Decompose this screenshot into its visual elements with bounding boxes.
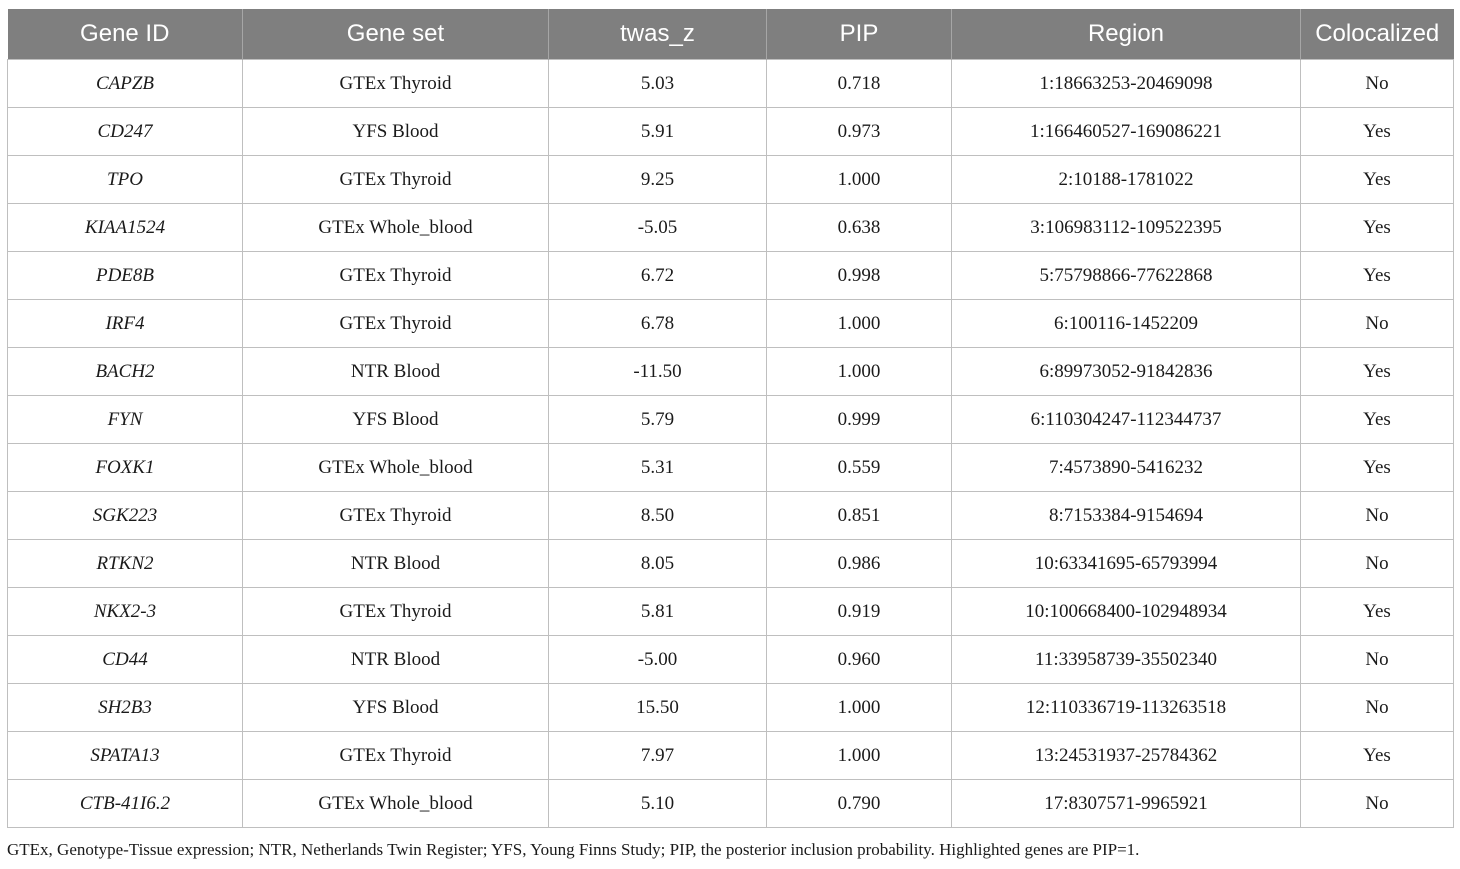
region-cell: 8:7153384-9154694 [952, 492, 1301, 540]
gene-table [7, 9, 1454, 828]
region-cell: 12:110336719-113263518 [952, 684, 1301, 732]
pip-cell: 1.000 [767, 156, 952, 204]
gene-id-cell: RTKN2 [8, 540, 243, 588]
gene-id-cell: CD44 [8, 636, 243, 684]
table-row [8, 108, 1454, 156]
pip-cell: 1.000 [767, 684, 952, 732]
table-row [8, 540, 1454, 588]
twas-z-cell: -5.00 [549, 636, 767, 684]
region-cell: 3:106983112-109522395 [952, 204, 1301, 252]
header-gene-id: Gene ID [8, 9, 243, 60]
pip-cell: 0.919 [767, 588, 952, 636]
colocalized-cell: No [1301, 300, 1454, 348]
colocalized-cell: Yes [1301, 732, 1454, 780]
pip-cell: 0.790 [767, 780, 952, 828]
header-twas-z: twas_z [549, 9, 767, 60]
pip-cell: 1.000 [767, 732, 952, 780]
gene-id-cell: CTB-41I6.2 [8, 780, 243, 828]
colocalized-cell: No [1301, 540, 1454, 588]
region-cell: 7:4573890-5416232 [952, 444, 1301, 492]
twas-z-cell: 6.78 [549, 300, 767, 348]
twas-z-cell: 8.50 [549, 492, 767, 540]
twas-z-cell: 15.50 [549, 684, 767, 732]
gene-set-cell: YFS Blood [243, 684, 549, 732]
twas-z-cell: 8.05 [549, 540, 767, 588]
twas-z-cell: 6.72 [549, 252, 767, 300]
table-row [8, 396, 1454, 444]
pip-cell: 1.000 [767, 348, 952, 396]
header-gene-set: Gene set [243, 9, 549, 60]
colocalized-cell: Yes [1301, 444, 1454, 492]
gene-id-cell: TPO [8, 156, 243, 204]
gene-set-cell: GTEx Whole_blood [243, 204, 549, 252]
header-colocalized: Colocalized [1301, 9, 1454, 60]
colocalized-cell: Yes [1301, 252, 1454, 300]
gene-id-cell: BACH2 [8, 348, 243, 396]
pip-cell: 0.718 [767, 60, 952, 108]
gene-set-cell: GTEx Thyroid [243, 300, 549, 348]
table-row [8, 252, 1454, 300]
table-row [8, 348, 1454, 396]
region-cell: 2:10188-1781022 [952, 156, 1301, 204]
gene-id-cell: NKX2-3 [8, 588, 243, 636]
table-row [8, 732, 1454, 780]
twas-z-cell: -11.50 [549, 348, 767, 396]
twas-z-cell: 9.25 [549, 156, 767, 204]
colocalized-cell: No [1301, 636, 1454, 684]
region-cell: 6:110304247-112344737 [952, 396, 1301, 444]
table-row [8, 156, 1454, 204]
twas-z-cell: 7.97 [549, 732, 767, 780]
pip-cell: 0.999 [767, 396, 952, 444]
colocalized-cell: Yes [1301, 348, 1454, 396]
gene-id-cell: IRF4 [8, 300, 243, 348]
header-row [8, 9, 1454, 60]
pip-cell: 0.851 [767, 492, 952, 540]
gene-set-cell: NTR Blood [243, 348, 549, 396]
colocalized-cell: No [1301, 780, 1454, 828]
gene-table-container [7, 9, 1453, 828]
gene-id-cell: KIAA1524 [8, 204, 243, 252]
colocalized-cell: Yes [1301, 204, 1454, 252]
table-row [8, 780, 1454, 828]
gene-id-cell: SH2B3 [8, 684, 243, 732]
gene-id-cell: SGK223 [8, 492, 243, 540]
gene-id-cell: SPATA13 [8, 732, 243, 780]
gene-set-cell: YFS Blood [243, 396, 549, 444]
twas-z-cell: 5.91 [549, 108, 767, 156]
colocalized-cell: Yes [1301, 108, 1454, 156]
table-row [8, 684, 1454, 732]
gene-set-cell: GTEx Thyroid [243, 588, 549, 636]
table-row [8, 300, 1454, 348]
header-region: Region [952, 9, 1301, 60]
gene-id-cell: FYN [8, 396, 243, 444]
colocalized-cell: Yes [1301, 588, 1454, 636]
gene-set-cell: GTEx Thyroid [243, 252, 549, 300]
twas-z-cell: 5.79 [549, 396, 767, 444]
region-cell: 10:100668400-102948934 [952, 588, 1301, 636]
table-row [8, 492, 1454, 540]
table-footnote: GTEx, Genotype-Tissue expression; NTR, Netherlands Twin Register; YFS, Young Finns Study; PIP, the posterior inclusion probability. Highlighted genes are PIP=1. [7, 840, 1140, 859]
gene-set-cell: YFS Blood [243, 108, 549, 156]
pip-cell: 0.998 [767, 252, 952, 300]
twas-z-cell: -5.05 [549, 204, 767, 252]
twas-z-cell: 5.10 [549, 780, 767, 828]
table-row [8, 204, 1454, 252]
region-cell: 6:89973052-91842836 [952, 348, 1301, 396]
table-body [8, 60, 1454, 828]
colocalized-cell: Yes [1301, 156, 1454, 204]
twas-z-cell: 5.03 [549, 60, 767, 108]
gene-set-cell: GTEx Whole_blood [243, 780, 549, 828]
region-cell: 1:166460527-169086221 [952, 108, 1301, 156]
twas-z-cell: 5.31 [549, 444, 767, 492]
gene-id-cell: PDE8B [8, 252, 243, 300]
table-row [8, 444, 1454, 492]
gene-set-cell: NTR Blood [243, 540, 549, 588]
region-cell: 11:33958739-35502340 [952, 636, 1301, 684]
pip-cell: 0.960 [767, 636, 952, 684]
gene-set-cell: GTEx Thyroid [243, 60, 549, 108]
gene-set-cell: GTEx Whole_blood [243, 444, 549, 492]
table-header [8, 9, 1454, 60]
twas-z-cell: 5.81 [549, 588, 767, 636]
colocalized-cell: Yes [1301, 396, 1454, 444]
region-cell: 13:24531937-25784362 [952, 732, 1301, 780]
pip-cell: 0.986 [767, 540, 952, 588]
table-row [8, 60, 1454, 108]
colocalized-cell: No [1301, 492, 1454, 540]
table-row [8, 636, 1454, 684]
region-cell: 6:100116-1452209 [952, 300, 1301, 348]
colocalized-cell: No [1301, 60, 1454, 108]
gene-id-cell: CD247 [8, 108, 243, 156]
pip-cell: 1.000 [767, 300, 952, 348]
gene-set-cell: GTEx Thyroid [243, 156, 549, 204]
gene-set-cell: NTR Blood [243, 636, 549, 684]
region-cell: 5:75798866-77622868 [952, 252, 1301, 300]
region-cell: 10:63341695-65793994 [952, 540, 1301, 588]
region-cell: 17:8307571-9965921 [952, 780, 1301, 828]
colocalized-cell: No [1301, 684, 1454, 732]
region-cell: 1:18663253-20469098 [952, 60, 1301, 108]
gene-id-cell: CAPZB [8, 60, 243, 108]
pip-cell: 0.973 [767, 108, 952, 156]
gene-id-cell: FOXK1 [8, 444, 243, 492]
gene-set-cell: GTEx Thyroid [243, 732, 549, 780]
header-pip: PIP [767, 9, 952, 60]
table-row [8, 588, 1454, 636]
pip-cell: 0.559 [767, 444, 952, 492]
gene-set-cell: GTEx Thyroid [243, 492, 549, 540]
pip-cell: 0.638 [767, 204, 952, 252]
